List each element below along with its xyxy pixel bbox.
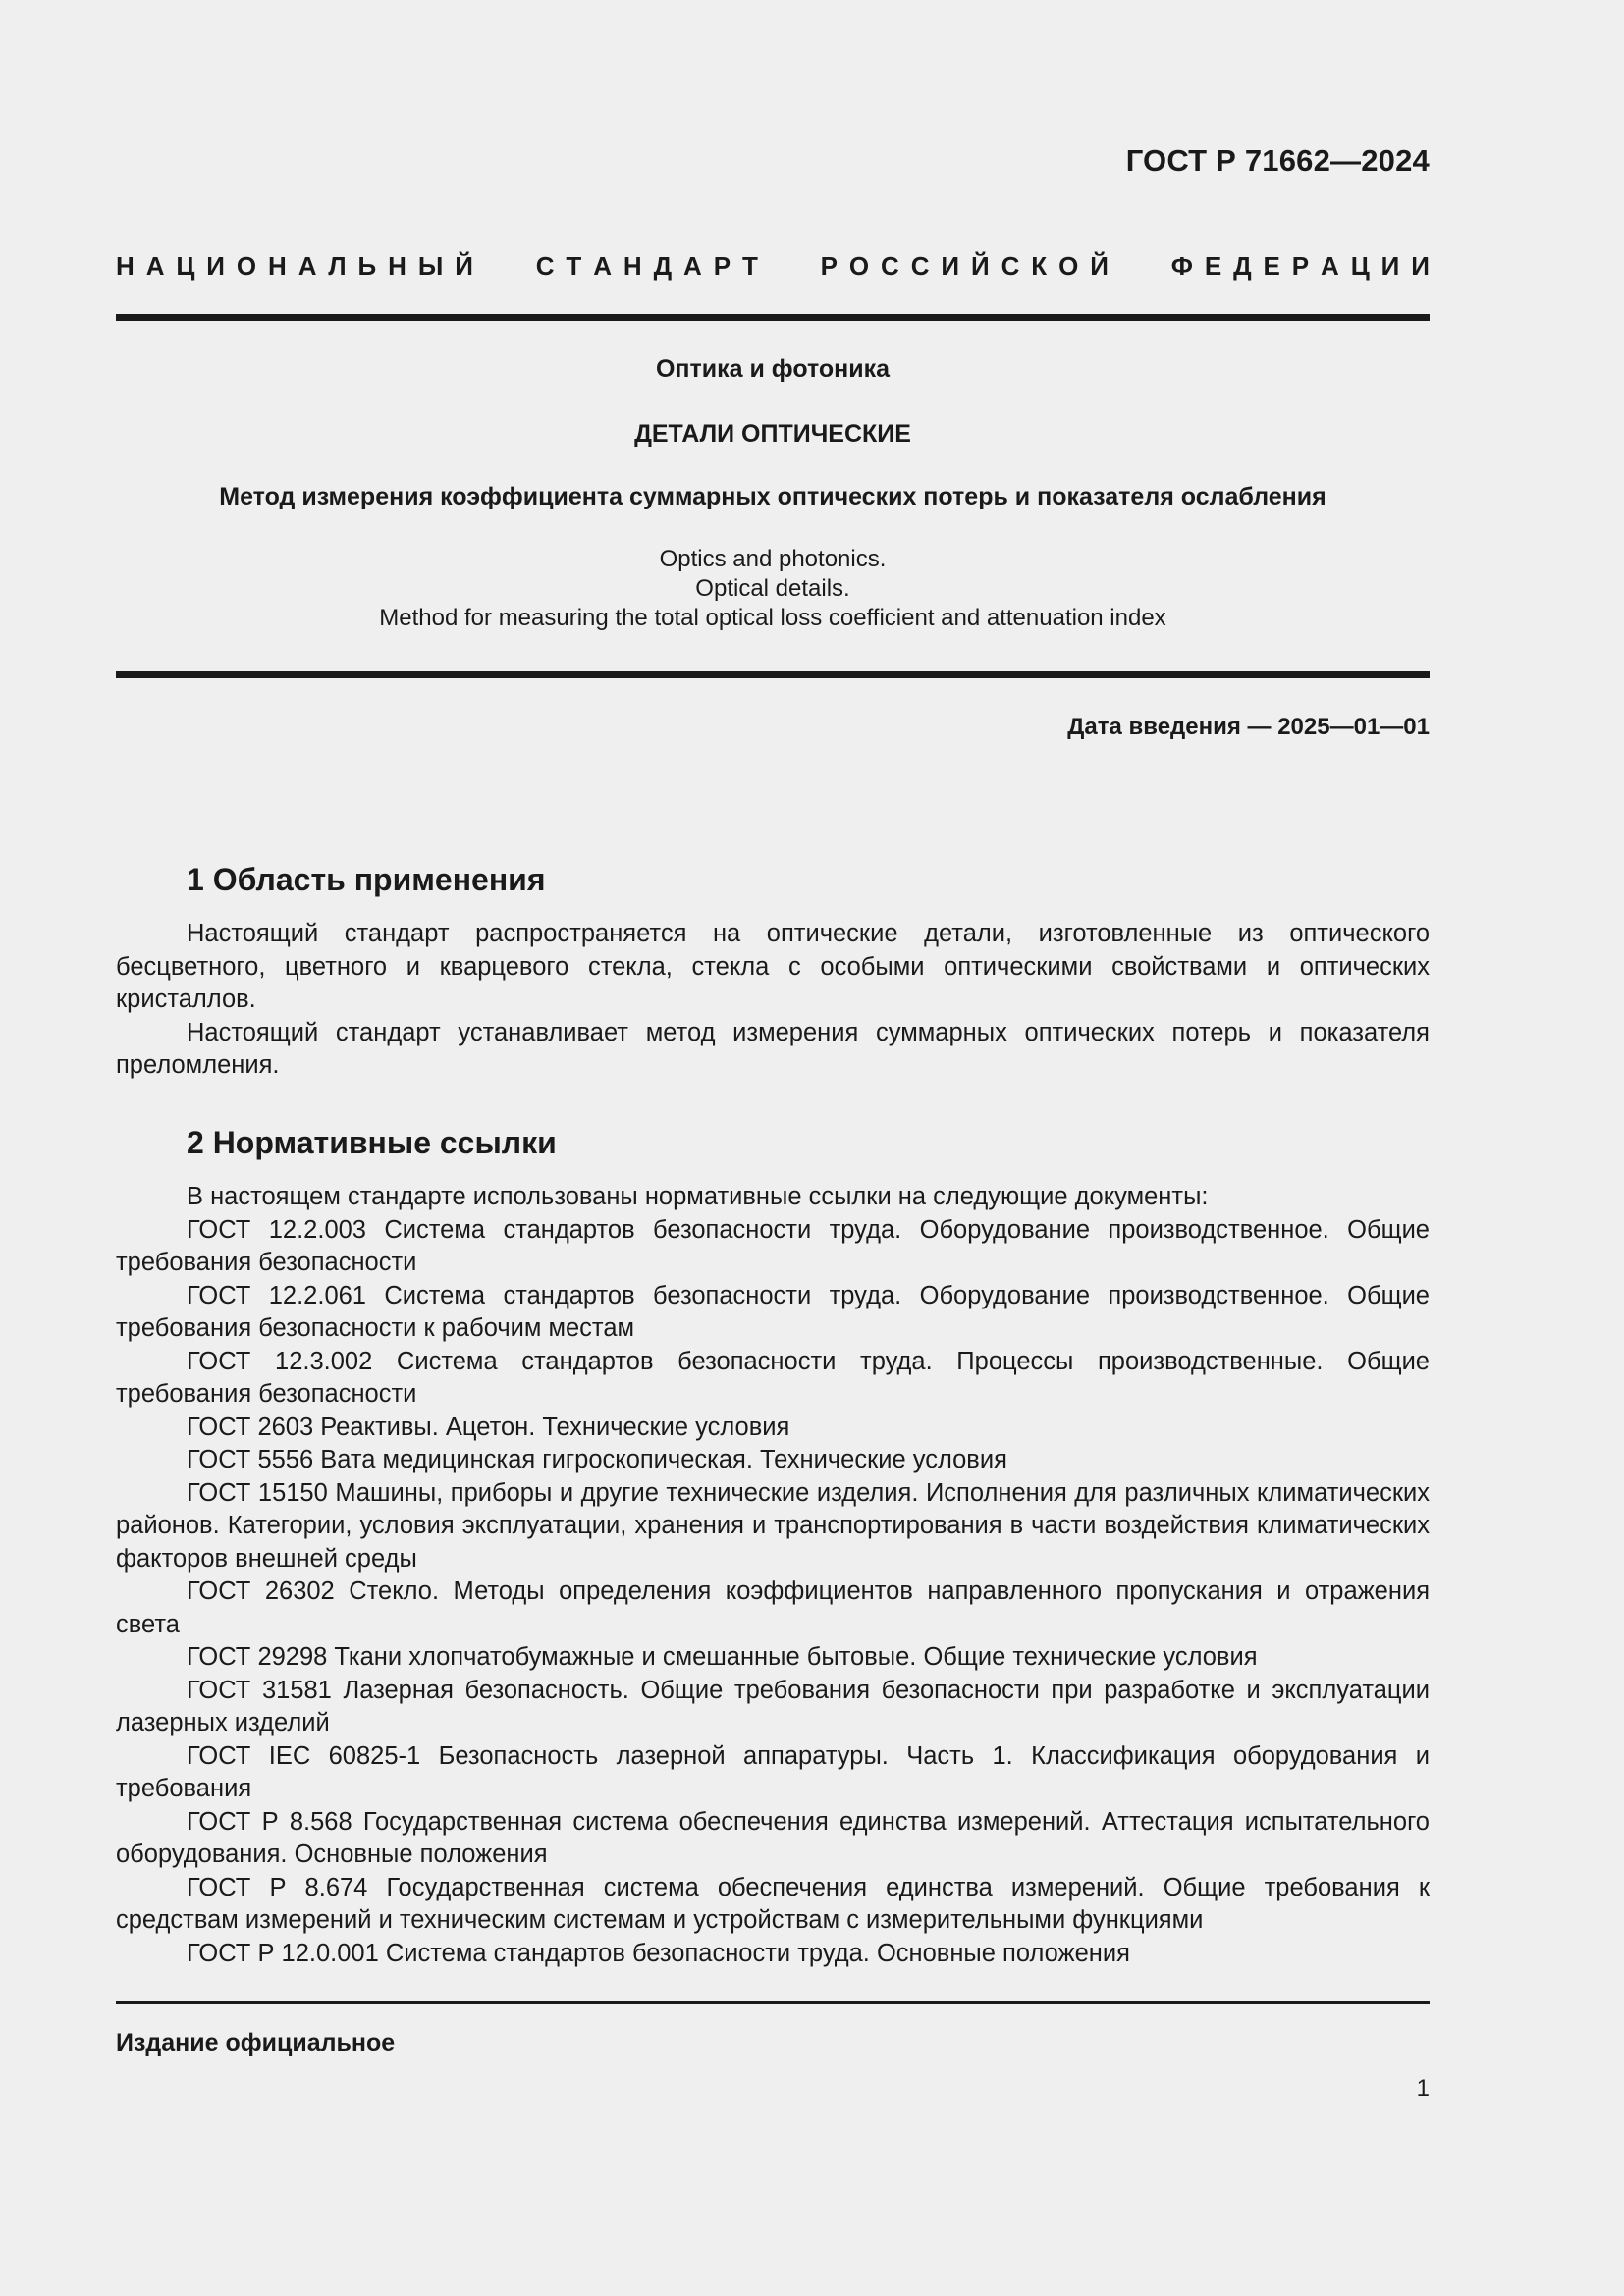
reference-item: ГОСТ 29298 Ткани хлопчатобумажные и смешанные бытовые. Общие технические условия [187,1643,1258,1671]
standard-designation: ГОСТ Р 71662—2024 [1125,143,1430,178]
reference-item: ГОСТ 12.3.002 Система стандартов безопасности труда. Процессы производственные. Общие требования безопасности [116,1347,1430,1408]
title-english-line3: Method for measuring the total optical loss coefficient and attenuation index [379,605,1166,631]
national-standard-banner: Н А Ц И О Н А Л Ь Н Ы Й С Т А Н Д А Р Т Р О С С И Й С К О Й Ф Е Д Е Р А Ц И И [116,251,1430,281]
page-number: 1 [1416,2075,1430,2102]
reference-item: ГОСТ IEC 60825-1 Безопасность лазерной аппаратуры. Часть 1. Классификация оборудования и требования [116,1741,1430,1802]
footer-rule [116,2001,1430,2004]
paragraph: В настоящем стандарте использованы нормативные ссылки на следующие документы: [187,1183,1209,1210]
reference-item: ГОСТ Р 12.0.001 Система стандартов безопасности труда. Основные положения [187,1939,1130,1967]
reference-item: ГОСТ Р 8.568 Государственная система обеспечения единства измерений. Аттестация испытательного оборудования. Основные положения [116,1807,1430,1868]
section-scope-heading: 1 Область применения [187,862,546,897]
reference-item: ГОСТ 31581 Лазерная безопасность. Общие требования безопасности при разработке и эксплуатации лазерных изделий [116,1676,1430,1736]
title-english-line2: Optical details. [695,575,850,602]
reference-item: ГОСТ 2603 Реактивы. Ацетон. Технические условия [187,1413,790,1441]
section-scope [116,862,1430,1083]
top-rule [116,314,1430,321]
section-references-heading: 2 Нормативные ссылки [187,1125,557,1160]
section-scope-body [116,918,1430,1083]
title-main: ДЕТАЛИ ОПТИЧЕСКИЕ [634,420,911,448]
paragraph: Настоящий стандарт устанавливает метод измерения суммарных оптических потерь и показателя преломления. [116,1018,1430,1079]
introduction-date: Дата введения — 2025—01—01 [1067,714,1430,740]
title-group: Оптика и фотоника [655,355,891,383]
reference-item: ГОСТ 5556 Вата медицинская гигроскопическая. Технические условия [187,1446,1007,1473]
section-references [116,1125,1430,1970]
paragraph: Настоящий стандарт распространяется на оптические детали, изготовленные из оптического бесцветного, цветного и кварцевого стекла, стекла с особыми оптическими свойствами и оптических кристаллов. [116,920,1430,1013]
reference-item: ГОСТ 26302 Стекло. Методы определения коэффициентов направленного пропускания и отражения света [116,1577,1430,1638]
title-bottom-rule [116,671,1430,678]
reference-item: ГОСТ 15150 Машины, приборы и другие технические изделия. Исполнения для различных климатических районов. Категории, условия эксплуатации, хранения и транспортирования в части воздействия климатических факторов внешней среды [116,1478,1430,1573]
reference-item: ГОСТ 12.2.003 Система стандартов безопасности труда. Оборудование производственное. Общие требования безопасности [116,1215,1430,1276]
title-english-line1: Optics and photonics. [659,546,887,572]
section-references-body [116,1181,1430,1970]
reference-item: ГОСТ Р 8.674 Государственная система обеспечения единства измерений. Общие требования к средствам измерений и техническим системам и устройствам с измерительными функциями [116,1873,1430,1934]
reference-item: ГОСТ 12.2.061 Система стандартов безопасности труда. Оборудование производственное. Общие требования безопасности к рабочим местам [116,1281,1430,1342]
title-english [116,545,1430,633]
title-sub: Метод измерения коэффициента суммарных оптических потерь и показателя ослабления [219,483,1326,510]
official-edition-label: Издание официальное [116,2029,396,2056]
